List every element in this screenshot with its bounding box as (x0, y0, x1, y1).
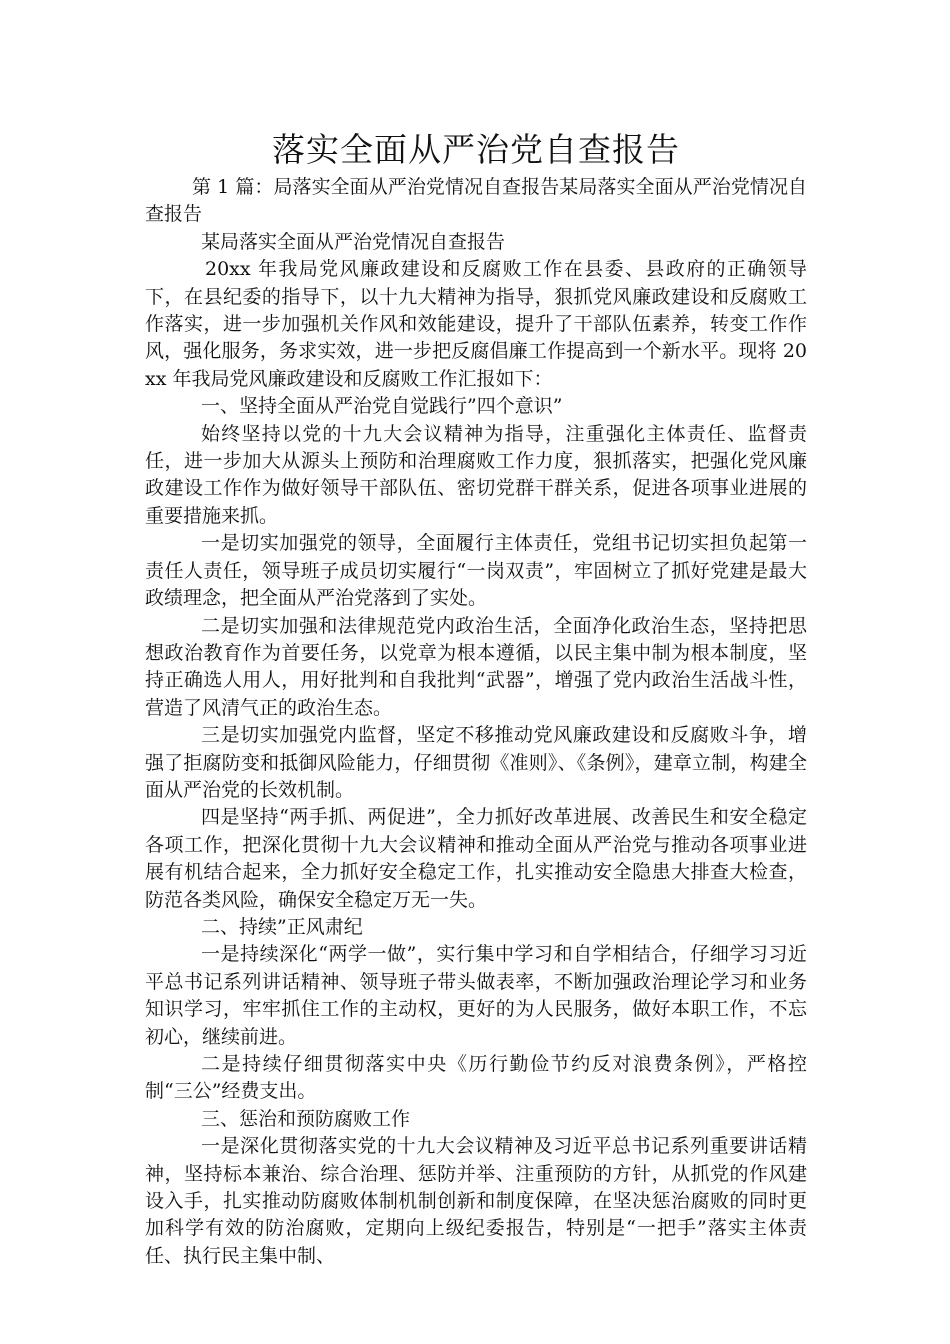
section-heading-3: 三、惩治和预防腐败工作 (201, 1107, 411, 1130)
document-title: 落实全面从严治党自查报告 (272, 130, 680, 169)
paragraph: 始终坚持以党的十九大会议精神为指导，注重强化主体责任、监督责任，进一步加大从源头上预防和治理腐败工作力度，狠抓落实，把强化党风廉政建设工作作为做好领导干部队伍、密切党群干群关系，促进各项事业进展的重要措施来抓。 (145, 422, 807, 527)
article-heading: 第 1 篇：局落实全面从严治党情况自查报告某局落实全面从严治党情况自查报告 (145, 176, 807, 226)
paragraph-intro: 20xx 年我局党风廉政建设和反腐败工作在县委、县政府的正确领导下，在县纪委的指导下，以十九大精神为指导，狠抓党风廉政建设和反腐败工作落实，进一步加强机关作风和效能建设，提升了干部队伍素养，转变工作作风，强化服务，务求实效，进一步把反腐倡廉工作提高到一个新水平。现将 20xx 年我局党风廉政建设和反腐败工作汇报如下： (145, 258, 807, 390)
paragraph: 四是坚持“两手抓、两促进”，全力抓好改革进展、改善民生和安全稳定各项工作，把深化贯彻十九大会议精神和推动全面从严治党与推动各项事业进展有机结合起来，全力抓好安全稳定工作，扎实推动安全隐患大排查大检查，防范各类风险，确保安全稳定万无一失。 (145, 806, 807, 911)
section-heading-1: 一、坚持全面从严治党自觉践行”四个意识” (201, 395, 563, 418)
paragraph: 一是持续深化“两学一做”，实行集中学习和自学相结合，仔细学习习近平总书记系列讲话精神、领导班子带头做表率，不断加强政治理论学习和业务知识学习，牢牢抓住工作的主动权，更好的为人民服务，做好本职工作，不忘初心，继续前进。 (145, 943, 807, 1048)
paragraph: 二是持续仔细贯彻落实中央《历行勤俭节约反对浪费条例》，严格控制“三公”经费支出。 (145, 1053, 807, 1103)
document-page (145, 128, 807, 1270)
section-heading-2: 二、持续”正风肃纪 (201, 915, 363, 938)
paragraph: 一是切实加强党的领导，全面履行主体责任，党组书记切实担负起第一责任人责任，领导班子成员切实履行“一岗双责”，牢固树立了抓好党建是最大政绩理念，把全面从严治党落到了实处。 (145, 532, 807, 610)
paragraph: 二是切实加强和法律规范党内政治生活，全面净化政治生态，坚持把思想政治教育作为首要任务，以党章为根本遵循，以民主集中制为根本制度，坚持正确选人用人，用好批判和自我批判“武器”，增强了党内政治生活战斗性，营造了风清气正的政治生态。 (145, 614, 807, 719)
paragraph: 一是深化贯彻落实党的十九大会议精神及习近平总书记系列重要讲话精神，坚持标本兼治、综合治理、惩防并举、注重预防的方针，从抓党的作风建设入手，扎实推动防腐败体制机制创新和制度保障，在坚决惩治腐败的同时更加科学有效的防治腐败，定期向上级纪委报告，特别是“一把手”落实主体责任、执行民主集中制、 (145, 1135, 807, 1267)
report-heading: 某局落实全面从严治党情况自查报告 (201, 230, 506, 253)
paragraph: 三是切实加强党内监督，坚定不移推动党风廉政建设和反腐败斗争，增强了拒腐防变和抵御风险能力，仔细贯彻《准则》、《条例》，建章立制，构建全面从严治党的长效机制。 (145, 724, 807, 801)
